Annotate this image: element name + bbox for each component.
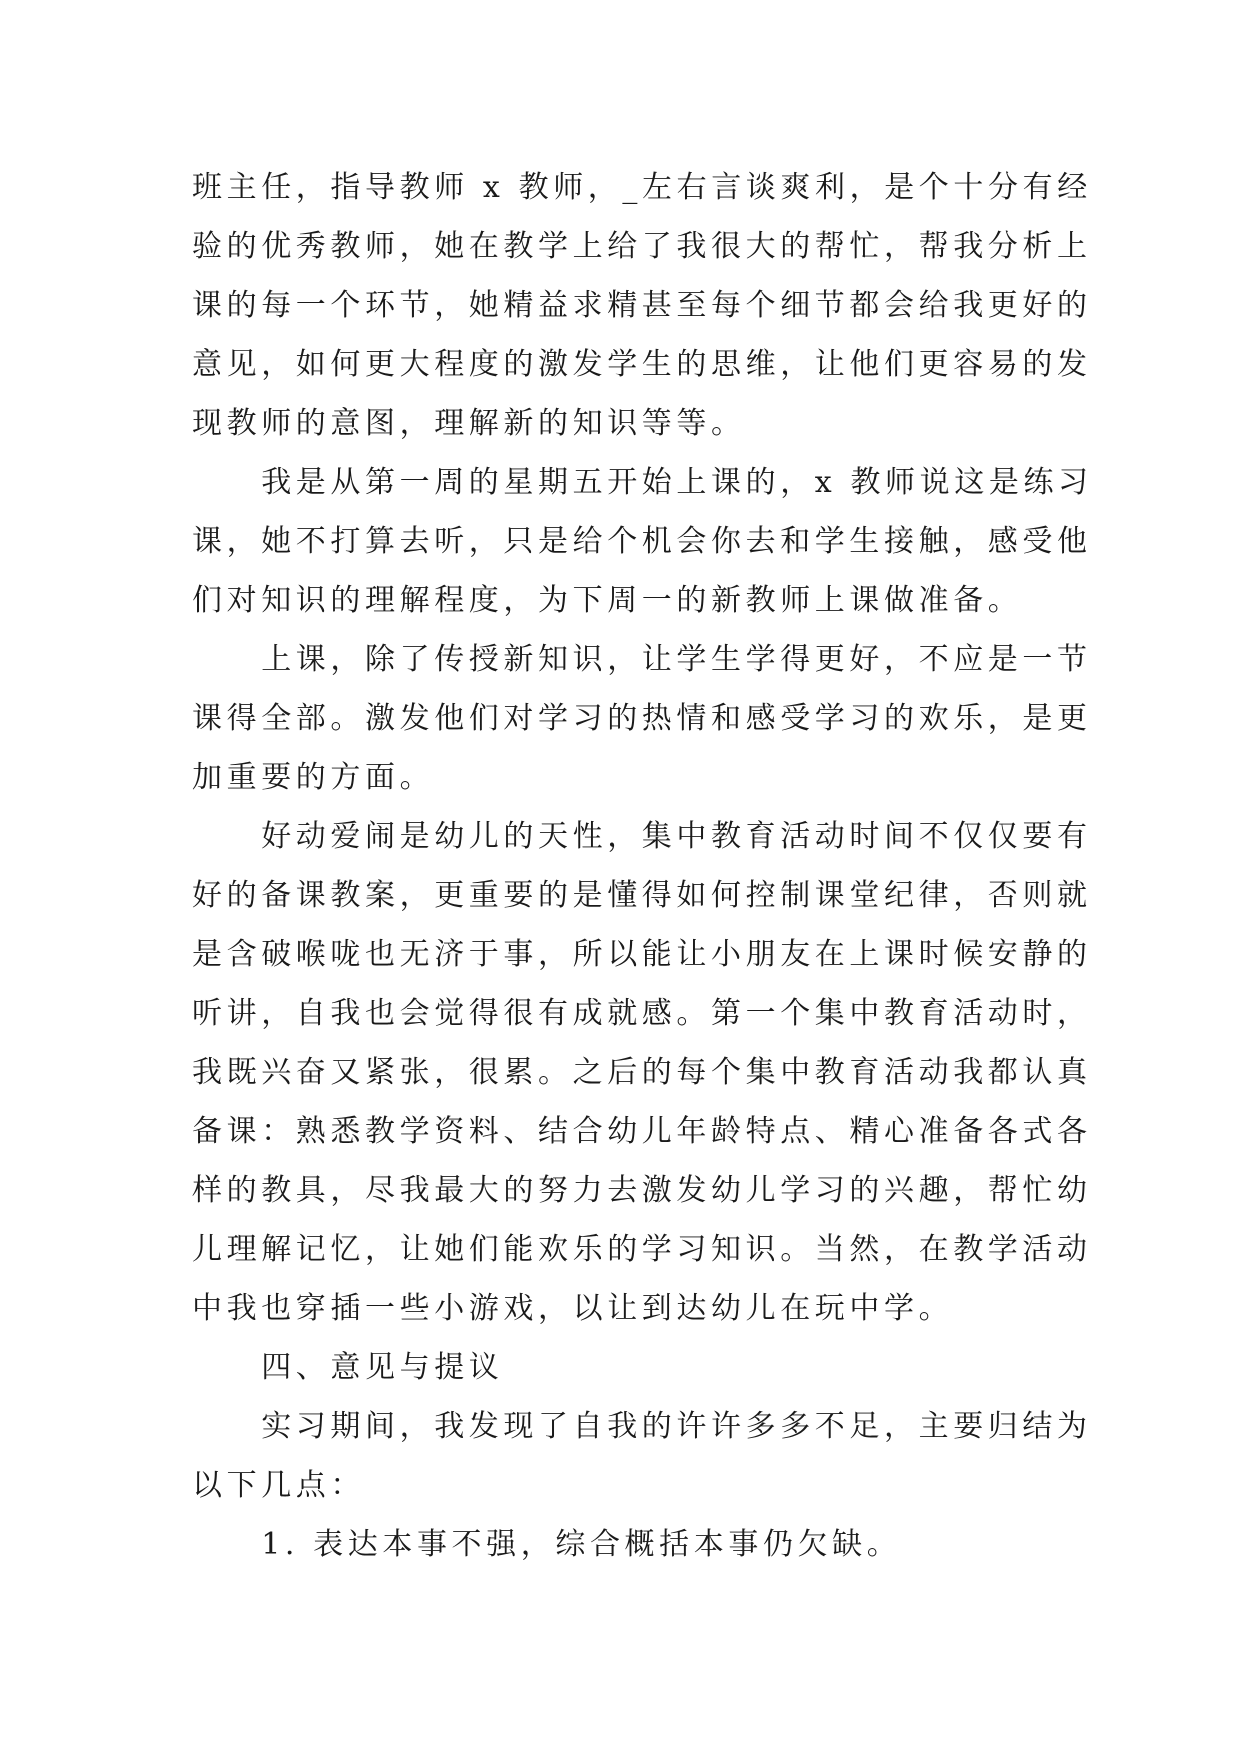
text-line: 加重要的方面。 <box>192 760 435 795</box>
text-line: 我是从第一周的星期五开始上课的，x 教师说这是练习 <box>192 465 1093 500</box>
text-line: 验的优秀教师，她在教学上给了我很大的帮忙，帮我分析上 <box>192 229 1092 264</box>
section-heading: 四、意见与提议 <box>192 1350 504 1385</box>
text-line: 课得全部。激发他们对学习的热情和感受学习的欢乐，是更 <box>192 701 1092 736</box>
text-line: 听讲，自我也会觉得很有成就感。第一个集中教育活动时， <box>192 996 1092 1031</box>
text-line: 以下几点： <box>192 1468 365 1503</box>
text-line: 样的教具，尽我最大的努力去激发幼儿学习的兴趣，帮忙幼 <box>192 1173 1092 1208</box>
text-line: 儿理解记忆，让她们能欢乐的学习知识。当然，在教学活动 <box>192 1232 1092 1267</box>
text-line: 们对知识的理解程度，为下周一的新教师上课做准备。 <box>192 583 1023 618</box>
text-line: 班主任，指导教师 x 教师，_左右言谈爽利，是个十分有经 <box>192 170 1092 205</box>
text-line: 好动爱闹是幼儿的天性，集中教育活动时间不仅仅要有 <box>192 819 1092 854</box>
text-line: 好的备课教案，更重要的是懂得如何控制课堂纪律，否则就 <box>192 878 1092 913</box>
text-line: 我既兴奋又紧张，很累。之后的每个集中教育活动我都认真 <box>192 1055 1092 1090</box>
list-item: 1. 表达本事不强，综合概括本事仍欠缺。 <box>192 1527 902 1562</box>
document-body <box>192 158 1093 1574</box>
text-line: 上课，除了传授新知识，让学生学得更好，不应是一节 <box>192 642 1092 677</box>
text-line: 课，她不打算去听，只是给个机会你去和学生接触，感受他 <box>192 524 1092 559</box>
text-line: 意见，如何更大程度的激发学生的思维，让他们更容易的发 <box>192 347 1092 382</box>
text-line: 课的每一个环节，她精益求精甚至每个细节都会给我更好的 <box>192 288 1092 323</box>
text-line: 是含破喉咙也无济于事，所以能让小朋友在上课时候安静的 <box>192 937 1092 972</box>
text-line: 中我也穿插一些小游戏，以让到达幼儿在玩中学。 <box>192 1291 954 1326</box>
text-line: 实习期间，我发现了自我的许许多多不足，主要归结为 <box>192 1409 1092 1444</box>
text-line: 现教师的意图，理解新的知识等等。 <box>192 406 746 441</box>
text-line: 备课：熟悉教学资料、结合幼儿年龄特点、精心准备各式各 <box>192 1114 1092 1149</box>
